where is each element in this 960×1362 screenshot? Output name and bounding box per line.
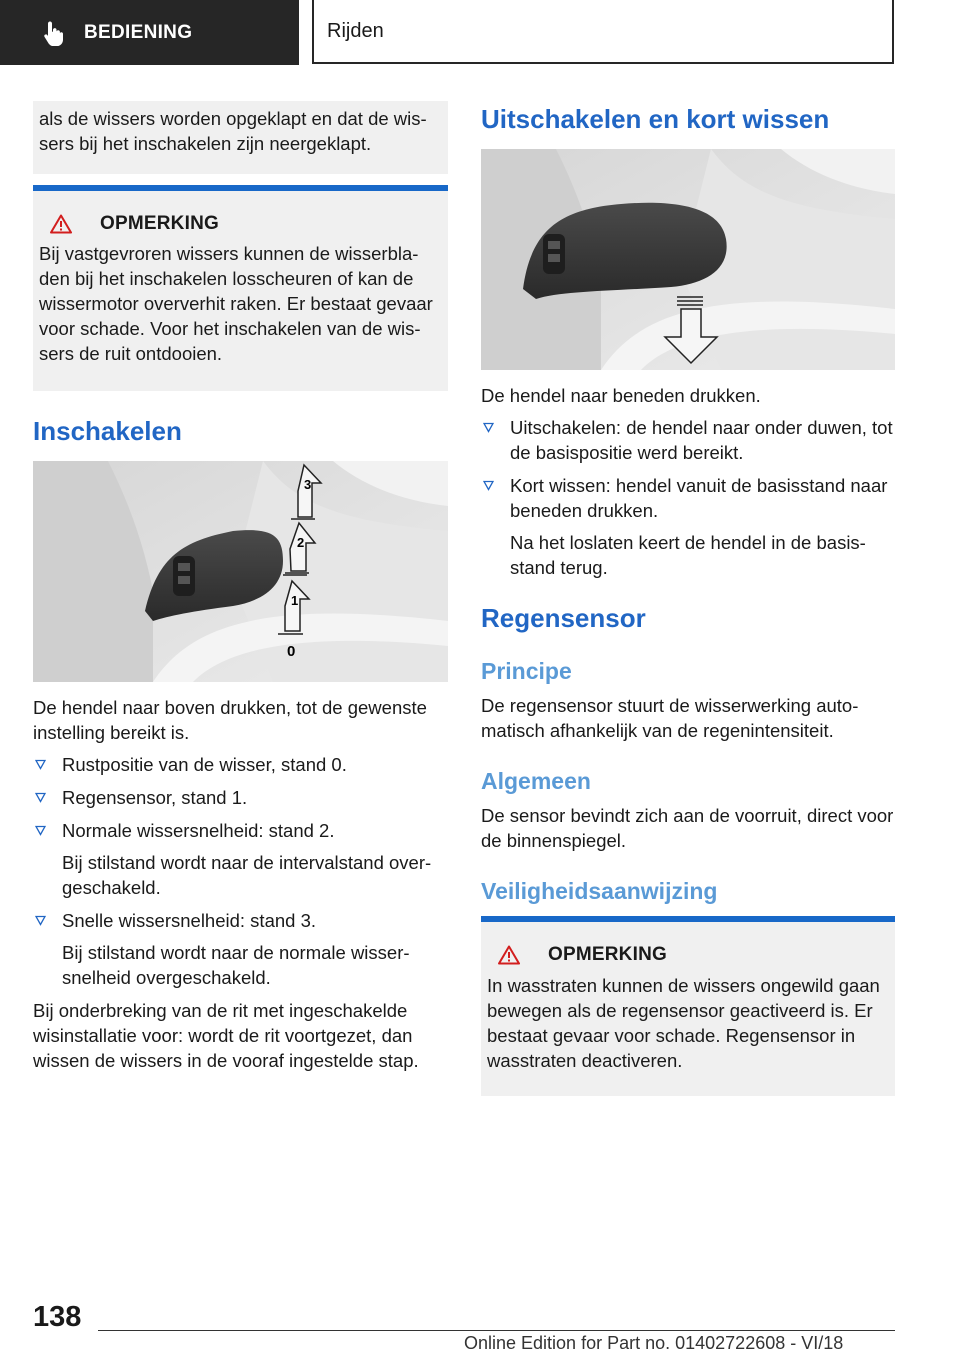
lever-down-drawing — [481, 149, 895, 370]
intro-text: als de wissers worden opgeklapt en dat de wis- sers bij het inschakelen zijn neergeklapt. — [39, 108, 427, 154]
list-item-text: Uitschakelen: de hendel naar onder duwen, tot de basispositie werd bereikt. — [510, 417, 893, 463]
heading-uitschakelen: Uitschakelen en kort wissen — [481, 104, 830, 134]
list-item — [33, 818, 448, 900]
principe-text: De regensensor stuurt de wisserwerking auto- matisch afhankelijk van de regenintensiteit. — [481, 695, 859, 741]
footer-divider — [98, 1330, 895, 1331]
heading-veiligheidsaanwijzing: Veiligheidsaanwijzing — [481, 878, 718, 904]
position-mark-2: 2 — [297, 535, 305, 550]
warning-note — [33, 185, 448, 391]
lever-up-drawing — [33, 461, 448, 682]
list-item-text: Rustpositie van de wisser, stand 0. — [62, 754, 347, 775]
lever-up-illustration — [33, 461, 448, 682]
algemeen-text: De sensor bevindt zich aan de voorruit, direct voor de binnenspiegel. — [481, 805, 894, 851]
chapter-tab — [312, 0, 894, 64]
triangle-bullet-icon — [483, 480, 494, 491]
list-item-text: Snelle wissersnelheid: stand 3. — [62, 910, 317, 931]
list-item — [33, 785, 448, 810]
list-item-text: Kort wissen: hendel vanuit de basisstand naar beneden drukken. — [510, 475, 888, 521]
heading-algemeen: Algemeen — [481, 768, 591, 794]
warning-header — [33, 191, 448, 235]
list-item-subtext: Na het loslaten keert de hendel in de basis- stand terug. — [510, 532, 866, 578]
heading-regensensor: Regensensor — [481, 603, 646, 633]
triangle-bullet-icon — [35, 915, 46, 926]
warning-note — [481, 916, 895, 1096]
position-mark-0: 0 — [287, 643, 296, 660]
triangle-bullet-icon — [35, 792, 46, 803]
section-title: BEDIENING — [84, 21, 193, 43]
intro-box — [33, 101, 448, 174]
position-list — [33, 752, 448, 990]
left-caption: De hendel naar boven drukken, tot de gewenste instelling bereikt is. — [33, 697, 427, 743]
heading-principe: Principe — [481, 658, 572, 684]
warning-text: In wasstraten kunnen de wissers ongewild gaan bewegen als de regensensor geactiveerd is. Er bestaat gevaar voor schade. Regensensor in wasstraten deactiveren. — [487, 975, 880, 1071]
section-tab — [0, 0, 299, 65]
hand-pointer-icon — [43, 20, 65, 46]
warning-header — [481, 922, 895, 966]
warning-title: OPMERKING — [100, 213, 219, 234]
footer-edition: Online Edition for Part no. 01402722608 - VI/18 — [464, 1333, 844, 1353]
list-item-text: Normale wissersnelheid: stand 2. — [62, 820, 335, 841]
list-item-subtext: Bij stilstand wordt naar de intervalstand over- geschakeld. — [62, 852, 432, 898]
right-caption: De hendel naar beneden drukken. — [481, 385, 761, 406]
warning-triangle-icon — [498, 945, 520, 965]
warning-text: Bij vastgevroren wissers kunnen de wisserbla- den bij het inschakelen losscheuren of kan de wissermotor oververhit raken. Er bestaat gevaar voor schade. Voor het inschakelen van de wis- sers de ruit ontdooien. — [39, 243, 433, 364]
triangle-bullet-icon — [35, 825, 46, 836]
lever-down-illustration — [481, 149, 895, 370]
warning-triangle-icon — [50, 214, 72, 234]
left-closing: Bij onderbreking van de rit met ingeschakelde wisinstallatie voor: wordt de rit voortgezet, dan wissen de wissers in de vooraf ingestelde stap. — [33, 1000, 419, 1071]
right-body — [481, 383, 895, 588]
position-mark-3: 3 — [304, 477, 312, 492]
triangle-bullet-icon — [483, 422, 494, 433]
list-item — [33, 908, 448, 990]
action-list — [481, 415, 895, 580]
chapter-title: Rijden — [327, 19, 384, 42]
heading-inschakelen: Inschakelen — [33, 416, 182, 446]
left-body — [33, 695, 448, 1073]
triangle-bullet-icon — [35, 759, 46, 770]
list-item — [481, 415, 895, 465]
list-item-text: Regensensor, stand 1. — [62, 787, 248, 808]
list-item — [33, 752, 448, 777]
list-item-subtext: Bij stilstand wordt naar de normale wisser- snelheid overgeschakeld. — [62, 942, 410, 988]
list-item — [481, 473, 895, 580]
position-mark-1: 1 — [291, 593, 299, 608]
warning-title: OPMERKING — [548, 944, 667, 965]
page-number: 138 — [33, 1301, 82, 1333]
